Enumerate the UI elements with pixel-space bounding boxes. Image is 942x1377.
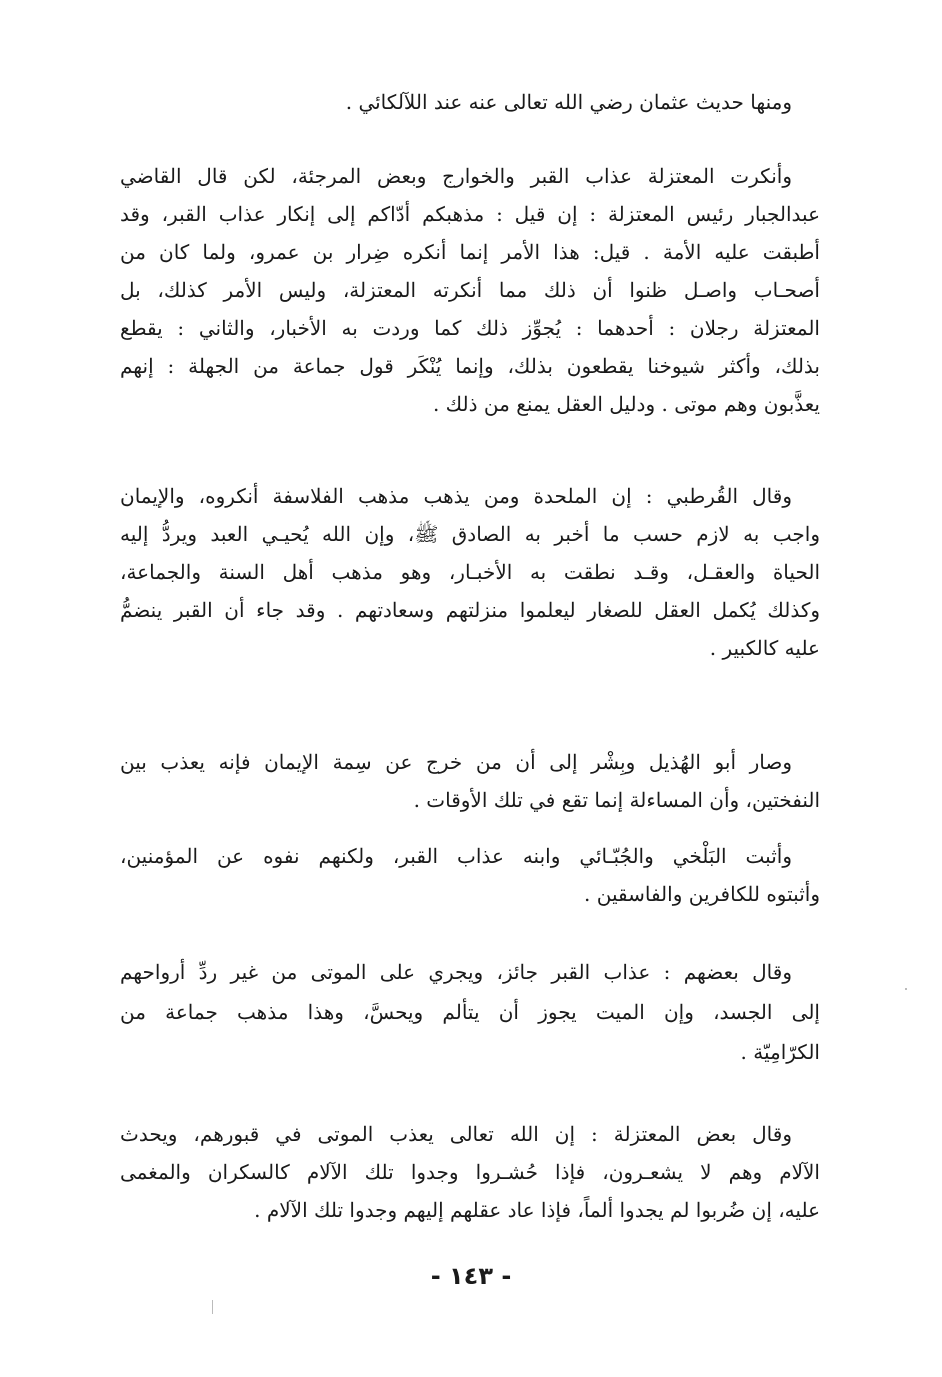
text-line: وصار أبو الهُذيل وبِشْر إلى أن من خرج عن سِمة الإيمان فإنه يعذب بين xyxy=(120,750,792,774)
text-line: عليه كالكبير . xyxy=(709,636,820,660)
text-line: الحياة والعقـل، وقـد نطقت به الأخبـار، وهو مذهب أهل السنة والجماعة، xyxy=(120,560,820,584)
text-line: واجب به لازم حسب ما أخبر به الصادق ﷺ، وإن الله يُحيـي العبد ويردُّ إليه xyxy=(120,522,820,546)
text-line: النفختين، وأن المساءلة إنما تقع في تلك الأوقات . xyxy=(413,788,820,812)
text-line: الآلام وهم لا يشعـرون، فإذا حُشـروا وجدوا تلك الآلام كالسكران والمغمى xyxy=(120,1160,820,1184)
text-line: الكرّامِيّة . xyxy=(740,1040,820,1064)
text-line: المعتزلة رجلان : أحدهما : يُجوِّز ذلك كما وردت به الأخبار، والثاني : يقطع xyxy=(120,316,820,340)
text-line: عبدالجبار رئيس المعتزلة : إن قيل : مذهبكم أدّاكم إلى إنكار عذاب القبر، وقد xyxy=(120,202,820,226)
text-line: وكذلك يُكمل العقل للصغار ليعلموا منزلتهم وسعادتهم . وقد جاء أن القبر ينضمُّ xyxy=(120,598,820,622)
text-line: ومنها حديث عثمان رضي الله تعالى عنه عند اللآلكائي . xyxy=(345,90,792,114)
scan-speck xyxy=(212,1300,213,1314)
page-number: - ١٤٣ - xyxy=(430,1262,512,1290)
text-line: إلى الجسد، وإن الميت يجوز أن يتألم ويحسَّ، وهذا مذهب جماعة من xyxy=(120,1000,820,1024)
text-line: يعذَّبون وهم موتى . ودليل العقل يمنع من ذلك . xyxy=(432,392,820,416)
page-body xyxy=(120,82,820,1312)
text-line: بذلك، وأكثر شيوخنا يقطعون بذلك، وإنما يُنْكَر قول جماعة من الجهلة : إنهم xyxy=(120,354,820,378)
text-line: وقال بعض المعتزلة : إن الله تعالى يعذب الموتى في قبورهم، ويحدث xyxy=(120,1122,792,1146)
text-line: وأنكرت المعتزلة عذاب القبر والخوارج وبعض المرجئة، لكن قال القاضي xyxy=(120,164,792,188)
text-line: أطبقت عليه الأمة . قيل: هذا الأمر إنما أنكره ضِرار بن عمرو، ولما كان من xyxy=(120,240,820,264)
text-line: وأثبتوه للكافرين والفاسقين . xyxy=(584,882,820,906)
text-line: وأثبت البَلْخي والجُبّـائي وابنه عذاب القبر، ولكنهم نفوه عن المؤمنين، xyxy=(120,844,792,868)
scan-speck xyxy=(905,988,907,990)
text-line: وقال القُرطبي : إن الملحدة ومن يذهب مذهب الفلاسفة أنكروه، والإيمان xyxy=(120,484,792,508)
text-line: أصحـاب واصـل ظنوا أن ذلك مما أنكرته المعتزلة، وليس الأمر كذلك، بل xyxy=(120,278,820,302)
text-line: عليه، إن ضُربوا لم يجدوا ألماً، فإذا عاد عقلهم إليهم وجدوا تلك الآلام . xyxy=(254,1198,820,1222)
text-line: وقال بعضهم : عذاب القبر جائز، ويجري على الموتى من غير ردِّ أرواحهم xyxy=(120,960,792,984)
